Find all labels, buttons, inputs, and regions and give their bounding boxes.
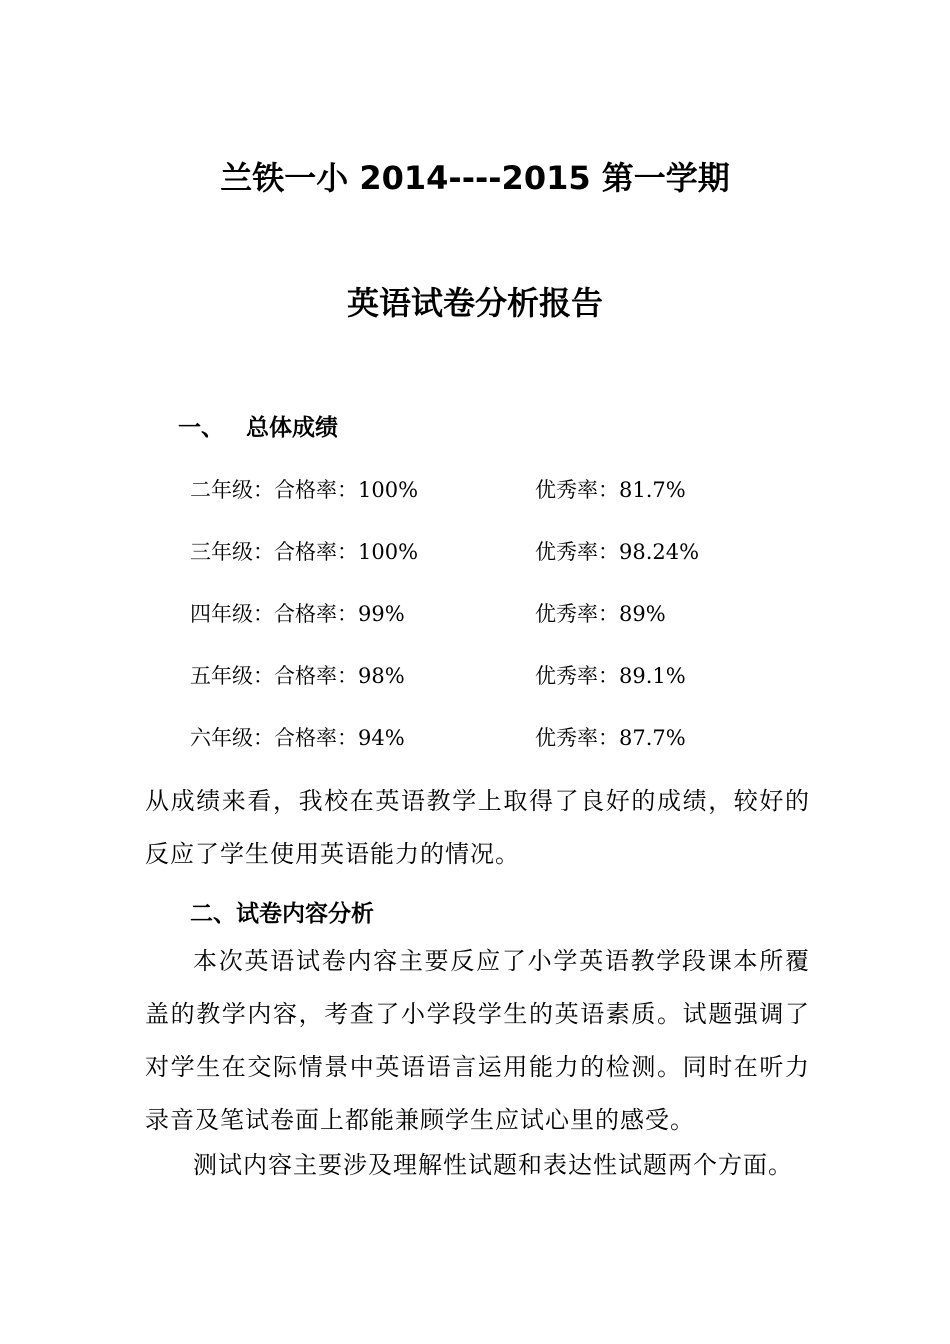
- grade-row: [0, 474, 950, 506]
- grade-label: 四年级：: [190, 602, 274, 626]
- excellent-rate-value: 98.24%: [619, 540, 700, 564]
- content-paragraph: 测试内容主要涉及理解性试题和表达性试题两个方面。: [193, 1151, 793, 1179]
- analysis-paragraph: 本次英语试卷内容主要反应了小学英语教学段课本所覆盖的教学内容，考查了小学段学生的英语素质。试题强调了对学生在交际情景中英语语言运用能力的检测。同时在听力录音及笔试卷面上都能兼顾学生应试心里的感受。: [145, 947, 810, 1134]
- pass-rate-label: 合格率：: [274, 478, 358, 502]
- section1-number: 一、: [178, 415, 224, 441]
- excellent-rate-label: 优秀率：: [535, 478, 619, 502]
- excellent-rate-value: 81.7%: [619, 478, 686, 502]
- excellent-rate-label: 优秀率：: [535, 726, 619, 750]
- grade-row: [0, 660, 950, 692]
- document-title: 兰铁一小 2014----2015 第一学期: [220, 159, 730, 197]
- document-subtitle: 英语试卷分析报告: [346, 284, 603, 322]
- pass-rate-label: 合格率：: [274, 664, 358, 688]
- summary-paragraph: 从成绩来看，我校在英语教学上取得了良好的成绩，较好的反应了学生使用英语能力的情况。: [145, 787, 810, 868]
- excellent-rate-label: 优秀率：: [535, 602, 619, 626]
- grade-label: 六年级：: [190, 726, 274, 750]
- pass-rate-value: 94%: [358, 726, 405, 750]
- excellent-rate-label: 优秀率：: [535, 664, 619, 688]
- excellent-rate-value: 89.1%: [619, 664, 686, 688]
- grade-row: [0, 536, 950, 568]
- pass-rate-value: 98%: [358, 664, 405, 688]
- excellent-rate-value: 87.7%: [619, 726, 686, 750]
- pass-rate-value: 100%: [358, 478, 419, 502]
- pass-rate-value: 100%: [358, 540, 419, 564]
- pass-rate-label: 合格率：: [274, 540, 358, 564]
- section1-heading: [178, 413, 338, 443]
- section1-title: 总体成绩: [246, 415, 338, 441]
- pass-rate-label: 合格率：: [274, 726, 358, 750]
- grade-label: 三年级：: [190, 540, 274, 564]
- grade-row: [0, 598, 950, 630]
- excellent-rate-label: 优秀率：: [535, 540, 619, 564]
- grade-label: 五年级：: [190, 664, 274, 688]
- grade-label: 二年级：: [190, 478, 274, 502]
- pass-rate-value: 99%: [358, 602, 405, 626]
- grade-row: [0, 722, 950, 754]
- pass-rate-label: 合格率：: [274, 602, 358, 626]
- excellent-rate-value: 89%: [619, 602, 666, 626]
- section2-heading: 二、试卷内容分析: [190, 901, 374, 927]
